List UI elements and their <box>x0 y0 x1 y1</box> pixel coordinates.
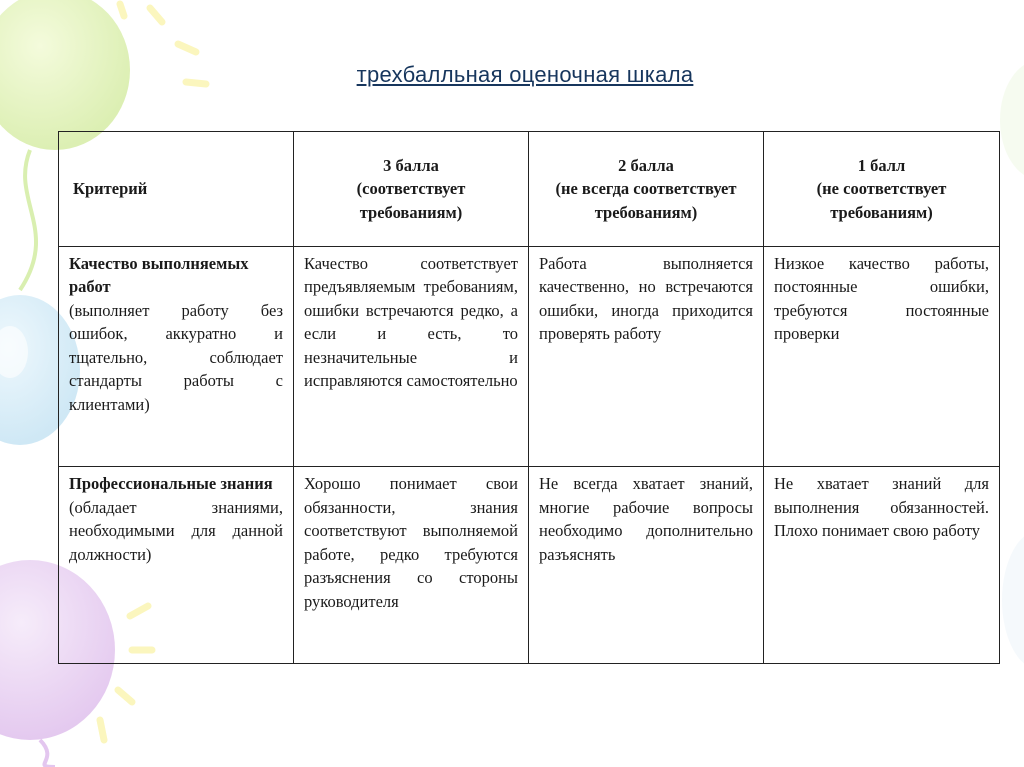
table-header-row <box>59 132 1000 247</box>
header-1-point <box>764 132 1000 247</box>
score-1-cell: Не хватает знаний для выполнения обязанностей. Плохо понимает свою работу <box>764 467 1000 664</box>
criterion-cell <box>59 467 294 664</box>
header-3-points-note: (соответствует требованиям) <box>356 179 466 222</box>
rating-scale-table <box>58 131 1000 664</box>
criterion-description: (выполняет работу без ошибок, аккуратно и тщательно, соблюдает стандарты работы с клиентами) <box>69 300 283 414</box>
header-2-points <box>529 132 764 247</box>
criterion-title: Профессиональные знания <box>69 474 273 494</box>
header-3-points <box>294 132 529 247</box>
header-1-point-note: (не соответствует требованиям) <box>816 179 947 222</box>
score-2-cell: Не всегда хватает знаний, многие рабочие вопросы необходимо дополнительно разъяснять <box>529 467 764 664</box>
score-3-cell: Хорошо понимает свои обязанности, знания соответствуют выполняемой работе, редко требуются разъяснения со стороны руководителя <box>294 467 529 664</box>
table-row <box>59 246 1000 467</box>
header-2-points-score: 2 балла <box>618 155 674 175</box>
criterion-title: Качество выполняемых работ <box>69 253 249 296</box>
page-title: трехбалльная оценочная шкала <box>356 62 694 87</box>
score-1-cell: Низкое качество работы, постоянные ошибки, требуются постоянные проверки <box>764 246 1000 467</box>
header-1-point-score: 1 балл <box>857 155 906 175</box>
header-2-points-note: (не всегда соответствует требованиям) <box>555 179 737 222</box>
header-criterion: Критерий <box>59 132 294 247</box>
header-3-points-score: 3 балла <box>383 155 439 175</box>
score-3-cell: Качество соответствует предъявляемым требованиям, ошибки встречаются редко, а если и есть, то незначительные и исправляются самостоятельно <box>294 246 529 467</box>
score-2-cell: Работа выполняется качественно, но встречаются ошибки, иногда приходится проверять работу <box>529 246 764 467</box>
table-row <box>59 467 1000 664</box>
criterion-cell <box>59 246 294 467</box>
criterion-description: (обладает знаниями, необходимыми для данной должности) <box>69 497 283 564</box>
